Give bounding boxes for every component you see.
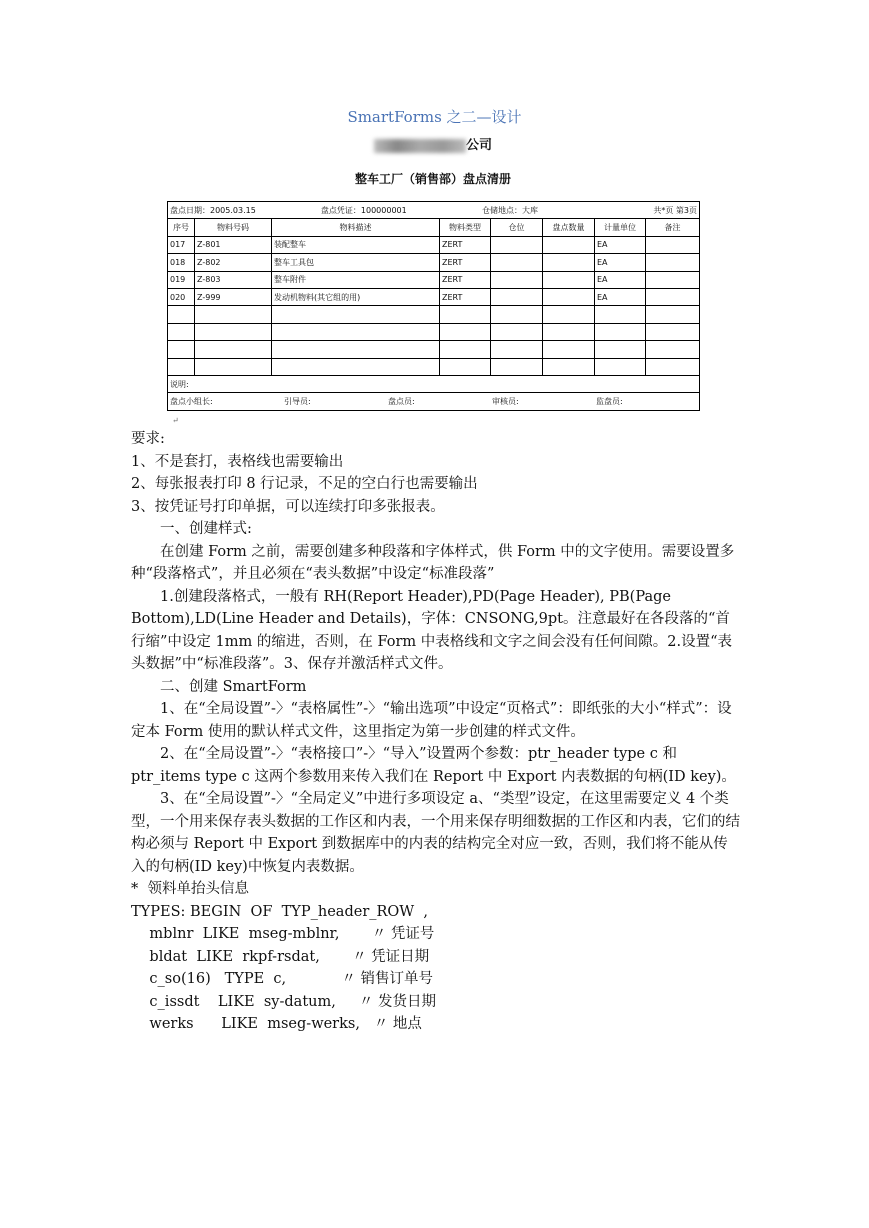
- table-cell: ZERT: [440, 254, 491, 271]
- table-cell: [595, 358, 646, 375]
- report-title: 整车工厂（销售部）盘点清册: [354, 172, 511, 186]
- paragraph-4: 2、在“全局设置”-〉“表格接口”-〉“导入”设置两个参数：ptr_header type c 和 ptr_items type c 这两个参数用来传入我们在 Report 中 Export 内表数据的句柄(ID key)。: [131, 746, 736, 785]
- table-cell: 018: [168, 254, 195, 271]
- table-cell: 发动机物料(其它组的用): [272, 288, 440, 305]
- sign-guide: 引导员:: [284, 396, 311, 406]
- requirement-1: 1、不是套打，表格线也需要输出: [131, 453, 344, 470]
- storage-location: 仓储地点：大库: [482, 205, 539, 215]
- table-cell: ZERT: [440, 288, 491, 305]
- table-cell: [543, 236, 595, 253]
- column-header: 计量单位: [595, 219, 646, 236]
- redacted-company-text: [374, 139, 466, 153]
- column-header: 物料类型: [440, 219, 491, 236]
- requirement-2: 2、每张报表打印 8 行记录，不足的空白行也需要输出: [131, 476, 478, 492]
- table-cell: [543, 271, 595, 288]
- table-cell: [646, 236, 700, 253]
- table-cell: Z-803: [195, 271, 272, 288]
- note-row: [168, 375, 700, 392]
- table-row: [168, 341, 700, 358]
- paragraph-5: 3、在“全局设置”-〉“全局定义”中进行多项设定 a、“类型”设定，在这里需要定义 4 个类型，一个用来保存表头数据的工作区和内表，一个用来保存明细数据的工作区和内表，它们的结构必须与 Report 中 Export 到数据库中的内表的结构完全对应一致，否则，我们将不能从传入的句柄(ID key)中恢复内表数据。: [131, 791, 740, 875]
- table-cell: [491, 341, 543, 358]
- table-cell: [543, 358, 595, 375]
- table-cell: 整车附件: [272, 271, 440, 288]
- sign-leader: 盘点小组长:: [170, 396, 213, 406]
- table-cell: EA: [595, 254, 646, 271]
- table-cell: [491, 358, 543, 375]
- code-line: TYPES: BEGIN OF TYP_header_ROW ,: [131, 903, 429, 920]
- table-cell: [543, 254, 595, 271]
- table-cell: [272, 358, 440, 375]
- table-cell: [646, 341, 700, 358]
- table-row: [168, 358, 700, 375]
- page-count: 共*页 第3页: [653, 205, 697, 215]
- column-header: 备注: [646, 219, 700, 236]
- table-cell: [440, 323, 491, 340]
- section-2-heading: 二、创建 SmartForm: [160, 678, 307, 695]
- paragraph-1: 在创建 Form 之前，需要创建多种段落和字体样式，供 Form 中的文字使用。需要设置多种“段落格式”，并且必须在“表头数据”中设定“标准段落”: [131, 543, 735, 582]
- table-cell: [491, 254, 543, 271]
- code-line: bldat LIKE rkpf-rsdat, 〃 凭证日期: [131, 948, 430, 965]
- table-cell: [595, 306, 646, 323]
- table-row: [168, 271, 700, 288]
- sign-counter: 盘点员:: [388, 396, 415, 406]
- table-row: [168, 323, 700, 340]
- table-cell: [543, 323, 595, 340]
- code-comment: * 领料单抬头信息: [131, 881, 249, 897]
- table-cell: [195, 358, 272, 375]
- inventory-table: [167, 201, 700, 411]
- table-cell: [646, 323, 700, 340]
- table-cell: 020: [168, 288, 195, 305]
- table-cell: [646, 288, 700, 305]
- table-cell: [543, 341, 595, 358]
- table-cell: [543, 306, 595, 323]
- table-cell: [543, 288, 595, 305]
- paragraph-mark: ↵: [172, 416, 179, 425]
- table-cell: [491, 323, 543, 340]
- column-header: 物料描述: [272, 219, 440, 236]
- table-cell: [168, 323, 195, 340]
- requirements-heading: 要求:: [131, 431, 165, 447]
- table-cell: Z-801: [195, 236, 272, 253]
- table-row: [168, 254, 700, 271]
- table-cell: [646, 358, 700, 375]
- inventory-sheet-image: [167, 130, 699, 412]
- table-cell: [440, 306, 491, 323]
- signature-row: [168, 393, 700, 410]
- table-cell: [272, 341, 440, 358]
- table-cell: [195, 341, 272, 358]
- table-cell: Z-999: [195, 288, 272, 305]
- column-header: 仓位: [491, 219, 543, 236]
- table-header: [168, 219, 700, 236]
- column-header: 序号: [168, 219, 195, 236]
- table-cell: [491, 271, 543, 288]
- table-cell: [168, 341, 195, 358]
- table-cell: ZERT: [440, 236, 491, 253]
- table-cell: [440, 341, 491, 358]
- table-cell: EA: [595, 271, 646, 288]
- table-cell: [440, 358, 491, 375]
- table-cell: [646, 254, 700, 271]
- count-voucher: 盘点凭证：100000001: [320, 205, 407, 215]
- table-row: [168, 306, 700, 323]
- document-body: [131, 428, 741, 1036]
- count-date: 盘点日期：2005.03.15: [170, 205, 256, 215]
- table-cell: [195, 323, 272, 340]
- company-name: 公司: [167, 134, 699, 153]
- table-cell: 019: [168, 271, 195, 288]
- table-cell: 017: [168, 236, 195, 253]
- table-cell: [491, 288, 543, 305]
- document-title: SmartForms 之二—设计: [347, 108, 522, 126]
- table-cell: ZERT: [440, 271, 491, 288]
- table-cell: [491, 306, 543, 323]
- sign-supervisor: 监盘员:: [596, 396, 623, 406]
- table-cell: EA: [595, 288, 646, 305]
- column-header: 盘点数量: [543, 219, 595, 236]
- sign-auditor: 审核员:: [492, 396, 519, 406]
- code-line: mblnr LIKE mseg-mblnr, 〃 凭证号: [131, 926, 435, 942]
- paragraph-3: 1、在“全局设置”-〉“表格属性”-〉“输出选项”中设定“页格式”：即纸张的大小“样式”：设定本 Form 使用的默认样式文件，这里指定为第一步创建的样式文件。: [131, 701, 732, 740]
- code-line: werks LIKE mseg-werks, 〃 地点: [131, 1016, 422, 1032]
- table-cell: [168, 358, 195, 375]
- table-cell: [272, 323, 440, 340]
- table-cell: 整车工具包: [272, 254, 440, 271]
- table-cell: [646, 306, 700, 323]
- code-line: c_so(16) TYPE c, 〃 销售订单号: [131, 971, 434, 987]
- paragraph-2: 1.创建段落格式，一般有 RH(Report Header),PD(Page Header), PB(Page Bottom),LD(Line Header and Details)，字体：CNSONG,9pt。注意最好在各段落的“首行缩”中设定 1mm 的缩进，否则，在 Form 中表格线和文字之间会没有任何间隙。2.设置“表头数据”中“标准段落”。3、保存并激活样式文件。: [131, 588, 732, 672]
- code-line: c_issdt LIKE sy-datum, 〃 发货日期: [131, 993, 437, 1010]
- section-1-heading: 一、创建样式:: [160, 521, 252, 537]
- requirement-3: 3、按凭证号打印单据，可以连续打印多张报表。: [131, 498, 445, 515]
- table-cell: Z-802: [195, 254, 272, 271]
- table-row: [168, 288, 700, 305]
- table-cell: [491, 236, 543, 253]
- table-cell: [195, 306, 272, 323]
- table-cell: [595, 323, 646, 340]
- table-cell: [595, 341, 646, 358]
- column-header: 物料号码: [195, 219, 272, 236]
- table-cell: [272, 306, 440, 323]
- table-cell: 装配整车: [272, 236, 440, 253]
- meta-row: [168, 202, 700, 219]
- note-label: 说明:: [168, 375, 700, 392]
- table-cell: [168, 306, 195, 323]
- table-cell: [646, 271, 700, 288]
- table-cell: EA: [595, 236, 646, 253]
- table-row: [168, 236, 700, 253]
